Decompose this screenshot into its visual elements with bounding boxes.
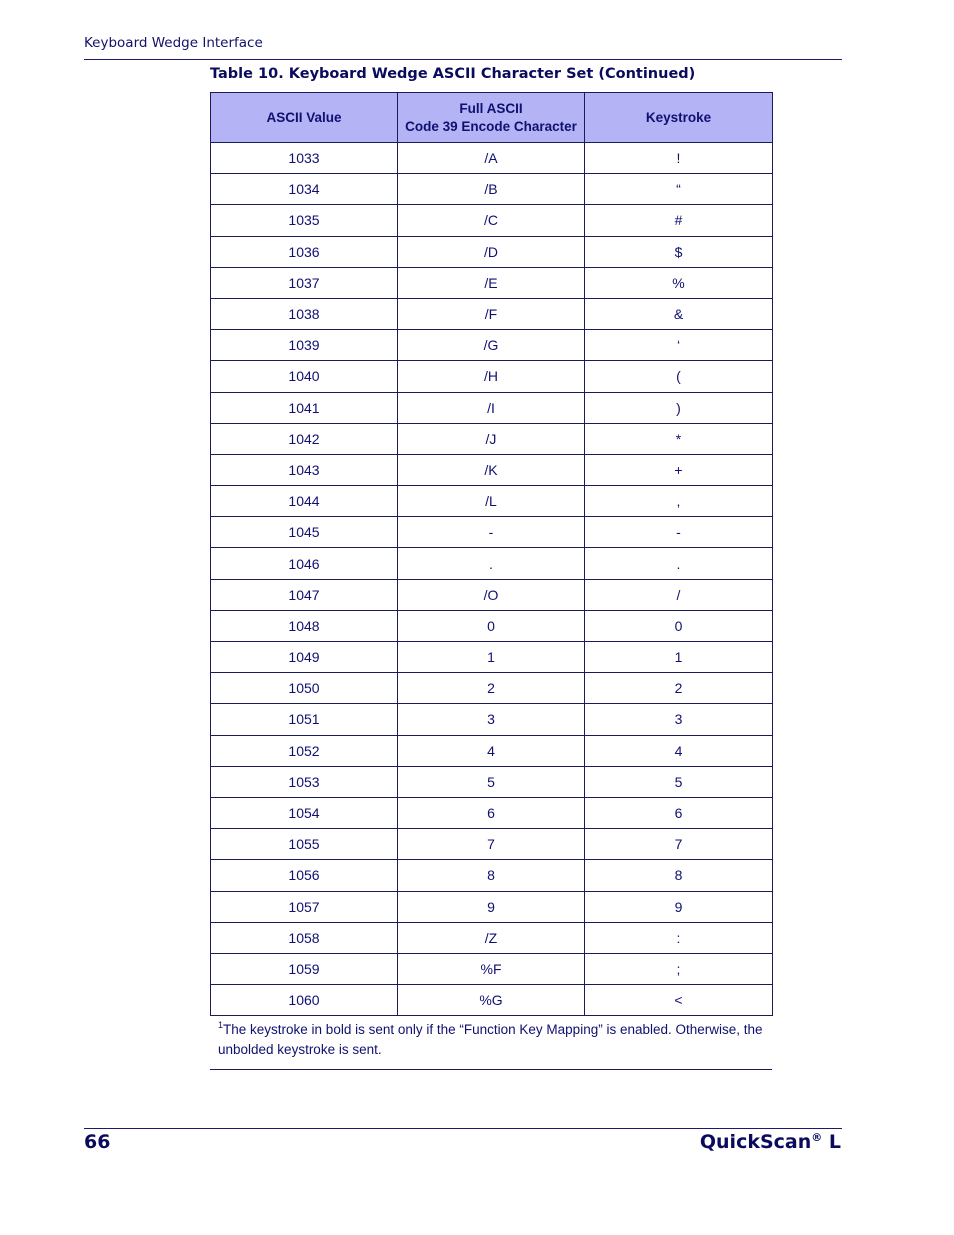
cell-ascii-value: 1033: [211, 143, 398, 174]
cell-code39-encode: /E: [398, 267, 585, 298]
cell-ascii-value: 1041: [211, 392, 398, 423]
table-row: [211, 860, 773, 891]
cell-code39-encode: /O: [398, 579, 585, 610]
cell-ascii-value: 1042: [211, 423, 398, 454]
column-header-label: ASCII Value: [266, 109, 342, 125]
cell-code39-encode: /D: [398, 236, 585, 267]
cell-keystroke: -: [585, 517, 773, 548]
cell-keystroke: ): [585, 392, 773, 423]
table-row: [211, 330, 773, 361]
cell-keystroke: (: [585, 361, 773, 392]
table-row: [211, 423, 773, 454]
cell-ascii-value: 1038: [211, 298, 398, 329]
table-row: [211, 298, 773, 329]
footnote-divider: [210, 1069, 772, 1070]
running-header: Keyboard Wedge Interface: [84, 35, 263, 51]
registered-mark: ®: [811, 1131, 823, 1144]
table-row: [211, 922, 773, 953]
cell-keystroke: .: [585, 548, 773, 579]
table-row: [211, 143, 773, 174]
column-header-ascii-value: [211, 93, 398, 143]
cell-ascii-value: 1056: [211, 860, 398, 891]
cell-ascii-value: 1050: [211, 673, 398, 704]
cell-keystroke: “: [585, 174, 773, 205]
table-title: Table 10. Keyboard Wedge ASCII Character Set (Continued): [210, 66, 696, 82]
cell-keystroke: !: [585, 143, 773, 174]
cell-ascii-value: 1057: [211, 891, 398, 922]
cell-ascii-value: 1043: [211, 454, 398, 485]
cell-code39-encode: %F: [398, 953, 585, 984]
ascii-character-table: [210, 92, 773, 1016]
cell-ascii-value: 1047: [211, 579, 398, 610]
table-row: [211, 985, 773, 1016]
table-row: [211, 642, 773, 673]
cell-ascii-value: 1058: [211, 922, 398, 953]
cell-keystroke: %: [585, 267, 773, 298]
cell-ascii-value: 1049: [211, 642, 398, 673]
cell-code39-encode: 6: [398, 797, 585, 828]
column-header-keystroke: [585, 93, 773, 143]
cell-code39-encode: /Z: [398, 922, 585, 953]
cell-keystroke: #: [585, 205, 773, 236]
cell-keystroke: *: [585, 423, 773, 454]
cell-keystroke: ,: [585, 486, 773, 517]
cell-keystroke: 4: [585, 735, 773, 766]
cell-code39-encode: /H: [398, 361, 585, 392]
cell-code39-encode: /F: [398, 298, 585, 329]
table-row: [211, 953, 773, 984]
cell-keystroke: /: [585, 579, 773, 610]
table-row: [211, 610, 773, 641]
table-row: [211, 548, 773, 579]
cell-ascii-value: 1048: [211, 610, 398, 641]
header-divider: [84, 59, 842, 60]
cell-keystroke: &: [585, 298, 773, 329]
footnote-text: The keystroke in bold is sent only if the “Function Key Mapping” is enabled. Otherwise, the unbolded keystroke is sent.: [218, 1022, 763, 1057]
column-header-label-line1: Full ASCII: [459, 100, 523, 116]
cell-code39-encode: /A: [398, 143, 585, 174]
cell-ascii-value: 1040: [211, 361, 398, 392]
table-header-row: [211, 93, 773, 143]
cell-code39-encode: 0: [398, 610, 585, 641]
table-row: [211, 454, 773, 485]
cell-ascii-value: 1045: [211, 517, 398, 548]
table-row: [211, 673, 773, 704]
table-row: [211, 704, 773, 735]
column-header-full-ascii: [398, 93, 585, 143]
cell-keystroke: ‘: [585, 330, 773, 361]
column-header-label: Keystroke: [645, 109, 712, 125]
table-row: [211, 361, 773, 392]
cell-keystroke: 0: [585, 610, 773, 641]
cell-code39-encode: 3: [398, 704, 585, 735]
cell-code39-encode: 5: [398, 766, 585, 797]
table-row: [211, 174, 773, 205]
cell-keystroke: 8: [585, 860, 773, 891]
table-row: [211, 236, 773, 267]
table-row: [211, 205, 773, 236]
footnote-marker: 1: [218, 1020, 224, 1030]
cell-ascii-value: 1044: [211, 486, 398, 517]
table-row: [211, 891, 773, 922]
cell-code39-encode: /B: [398, 174, 585, 205]
table-row: [211, 797, 773, 828]
table-body: [211, 143, 773, 1016]
cell-keystroke: 6: [585, 797, 773, 828]
cell-keystroke: 9: [585, 891, 773, 922]
table-row: [211, 486, 773, 517]
cell-ascii-value: 1053: [211, 766, 398, 797]
cell-ascii-value: 1059: [211, 953, 398, 984]
table-footnote: [218, 1020, 766, 1060]
table-row: [211, 579, 773, 610]
cell-keystroke: <: [585, 985, 773, 1016]
cell-ascii-value: 1046: [211, 548, 398, 579]
cell-code39-encode: %G: [398, 985, 585, 1016]
cell-keystroke: ;: [585, 953, 773, 984]
cell-ascii-value: 1054: [211, 797, 398, 828]
cell-keystroke: 1: [585, 642, 773, 673]
cell-keystroke: $: [585, 236, 773, 267]
cell-code39-encode: /G: [398, 330, 585, 361]
cell-code39-encode: .: [398, 548, 585, 579]
cell-code39-encode: /I: [398, 392, 585, 423]
cell-code39-encode: /J: [398, 423, 585, 454]
cell-code39-encode: /C: [398, 205, 585, 236]
table-row: [211, 267, 773, 298]
cell-code39-encode: /L: [398, 486, 585, 517]
product-name: [700, 1131, 841, 1153]
cell-ascii-value: 1034: [211, 174, 398, 205]
cell-ascii-value: 1039: [211, 330, 398, 361]
table-row: [211, 735, 773, 766]
cell-code39-encode: 2: [398, 673, 585, 704]
table-row: [211, 829, 773, 860]
cell-code39-encode: 7: [398, 829, 585, 860]
cell-code39-encode: 1: [398, 642, 585, 673]
cell-ascii-value: 1055: [211, 829, 398, 860]
cell-keystroke: 2: [585, 673, 773, 704]
table-row: [211, 517, 773, 548]
product-suffix: L: [822, 1131, 841, 1153]
footer-divider: [84, 1128, 842, 1129]
cell-ascii-value: 1052: [211, 735, 398, 766]
cell-keystroke: 3: [585, 704, 773, 735]
cell-code39-encode: 8: [398, 860, 585, 891]
page-number: 66: [84, 1131, 111, 1153]
product-name-text: QuickScan: [699, 1131, 812, 1153]
column-header-label-line2: Code 39 Encode Character: [405, 118, 577, 134]
cell-ascii-value: 1035: [211, 205, 398, 236]
cell-keystroke: +: [585, 454, 773, 485]
cell-keystroke: 7: [585, 829, 773, 860]
table-row: [211, 392, 773, 423]
cell-code39-encode: /K: [398, 454, 585, 485]
cell-ascii-value: 1051: [211, 704, 398, 735]
cell-code39-encode: -: [398, 517, 585, 548]
cell-ascii-value: 1037: [211, 267, 398, 298]
cell-ascii-value: 1060: [211, 985, 398, 1016]
cell-keystroke: :: [585, 922, 773, 953]
cell-ascii-value: 1036: [211, 236, 398, 267]
cell-keystroke: 5: [585, 766, 773, 797]
cell-code39-encode: 4: [398, 735, 585, 766]
table-row: [211, 766, 773, 797]
cell-code39-encode: 9: [398, 891, 585, 922]
